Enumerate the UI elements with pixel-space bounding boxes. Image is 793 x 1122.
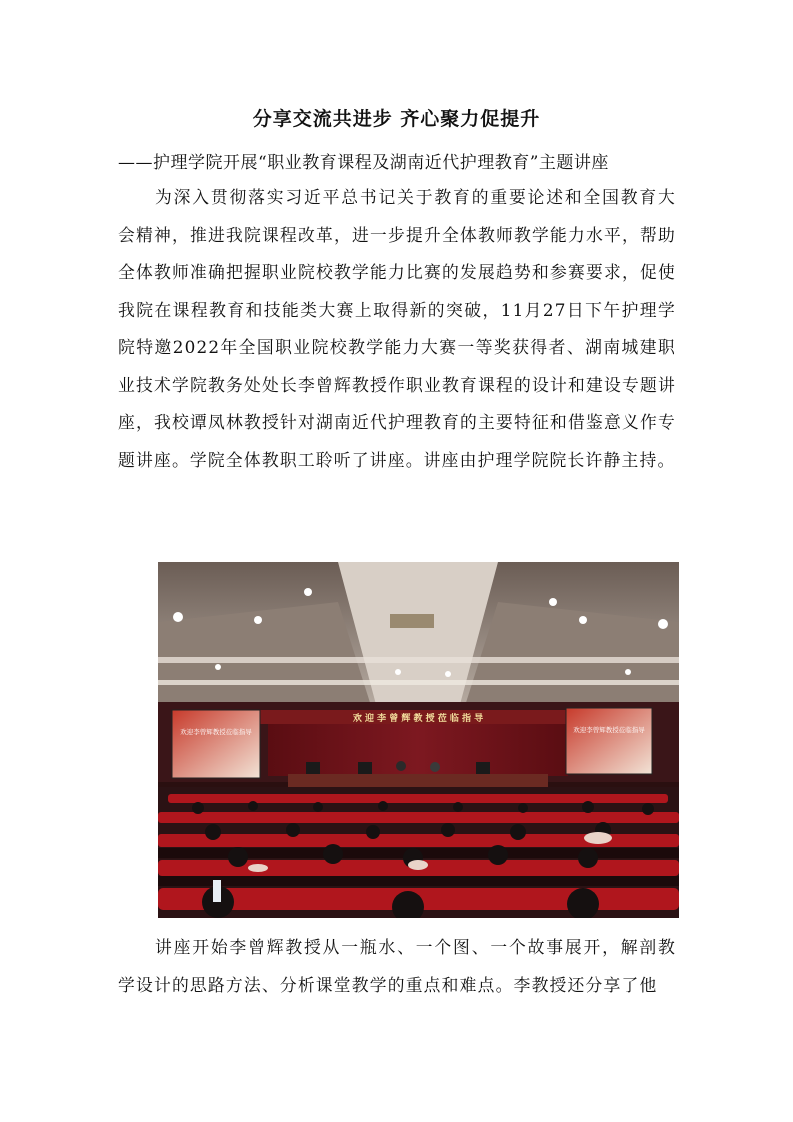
article-subtitle: ——护理学院开展“职业教育课程及湖南近代护理教育”主题讲座 <box>118 153 609 173</box>
welcome-banner-text: 欢 迎 李 曾 辉 教 授 莅 临 指 导 <box>352 714 484 724</box>
left-screen-text: 欢迎李曾辉教授莅临指导 <box>180 728 252 736</box>
right-screen-text: 欢迎李曾辉教授莅临指导 <box>573 726 645 734</box>
lecture-hall-photo <box>158 562 679 918</box>
article-paragraph: 讲座开始李曾辉教授从一瓶水、一个图、一个故事展开，解剖教学设计的思路方法、分析课堂教学的重点和难点。李教授还分享了他 <box>118 937 676 995</box>
article-title: 分享交流共进步 齐心聚力促提升 <box>252 108 541 130</box>
article-paragraph: 为深入贯彻落实习近平总书记关于教育的重要论述和全国教育大会精神，推进我院课程改革，进一步提升全体教师教学能力水平，帮助全体教师准确把握职业院校教学能力比赛的发展趋势和参赛要求，促使我院在课程教育和技能类大赛上取得新的突破，11月27日下午护理学院特邀2022年全国职业院校教学能力大赛一等奖获得者、湖南城建职业技术学院教务处处长李曾辉教授作职业教育课程的设计和建设专题讲座，我校谭凤林教授针对湖南近代护理教育的主要特征和借鉴意义作专题讲座。学院全体教职工聆听了讲座。讲座由护理学院院长许静主持。 <box>118 187 676 470</box>
